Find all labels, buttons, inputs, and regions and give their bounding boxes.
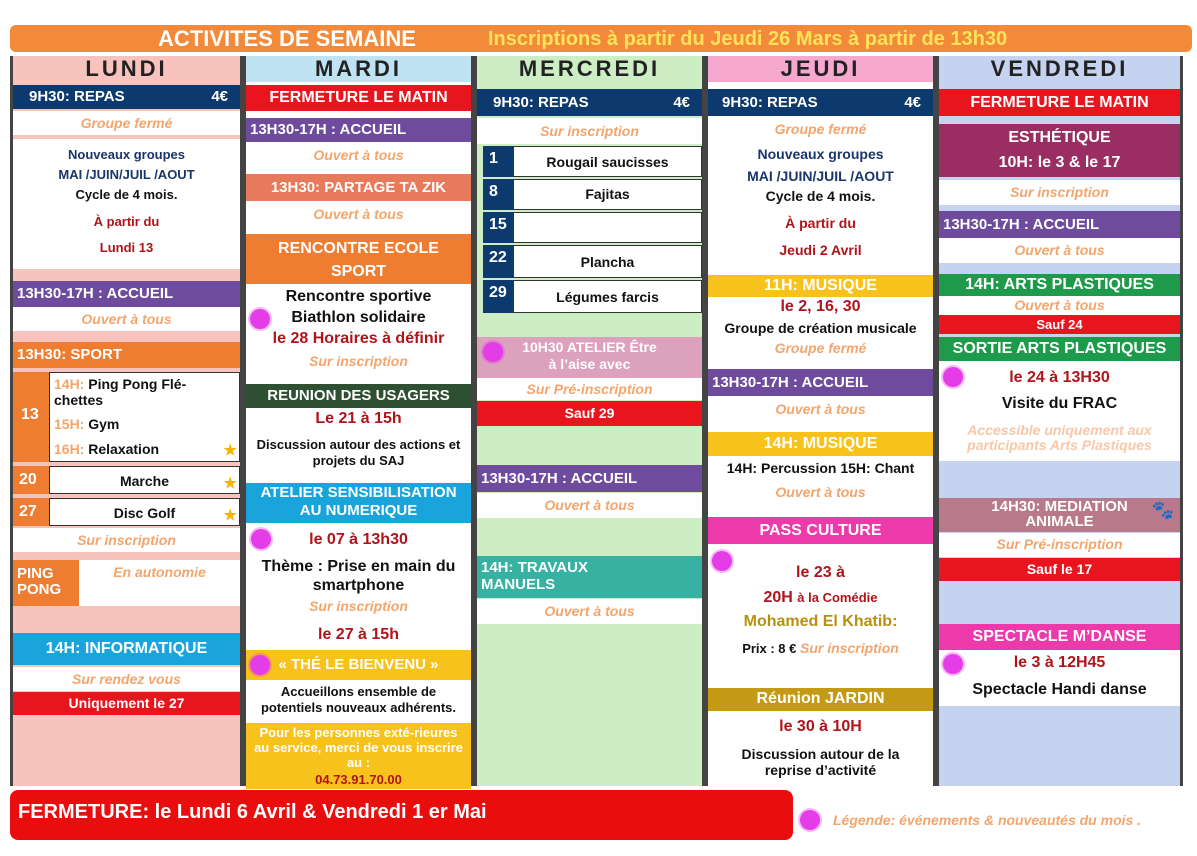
mardi-ecole-l3: le 28 Horaires à définir <box>272 330 445 347</box>
lundi-months: MAI /JUIN/JUIL /AOUT <box>58 167 195 182</box>
vendredi-spectacle-date: le 3 à 12H45 <box>1013 654 1106 671</box>
jeudi-musique2-note: Ouvert à tous <box>775 484 866 500</box>
lundi-sport-a-label: Ping Pong Flé-chettes <box>54 376 187 408</box>
mardi-ecole-body <box>246 285 471 375</box>
jeudi-pass-time: 20H <box>763 589 793 606</box>
lundi-from: À partir du <box>93 214 160 229</box>
lundi-marche-day-label: 20 <box>19 471 37 488</box>
lundi-cycle: Cycle de 4 mois. <box>75 187 178 202</box>
jeudi-musique-desc: Groupe de création musicale <box>724 320 917 336</box>
jeudi-pass-note: Sur inscription <box>800 640 899 656</box>
mardi-ext-phone: 04.73.91.70.00 <box>315 772 402 787</box>
lundi-sport-note: Sur inscription <box>77 532 176 548</box>
star-icon: ★ <box>223 475 237 492</box>
mardi-zik <box>246 174 471 201</box>
jeudi-accueil <box>708 369 933 396</box>
mercredi-atelier-note-row <box>477 378 702 400</box>
mercredi-atelier-date <box>477 401 702 426</box>
lundi-sport-c-time: 16H: <box>54 441 85 457</box>
jeudi-accueil-note-row <box>708 397 933 422</box>
mercredi-atelier-note: Sur Pré-inscription <box>526 381 653 397</box>
lundi-info <box>13 633 240 665</box>
lundi-accueil <box>13 281 240 307</box>
mardi-ext <box>246 723 471 789</box>
mardi-atelier-note: Sur inscription <box>309 598 408 614</box>
menu-dish <box>513 146 702 177</box>
day-header-mercredi: MERCREDI <box>477 56 702 82</box>
menu-day: 8 <box>483 179 513 210</box>
jeudi-new-groups-title: Nouveaux groupes <box>757 146 884 162</box>
jeudi-jardin-date: le 30 à 10H <box>779 718 862 735</box>
jeudi-pass-place: à la Comédie <box>797 590 878 605</box>
mardi-atelier-date: le 07 à 13h30 <box>309 531 408 548</box>
lundi-info-date <box>13 692 240 715</box>
jeudi-pass-label: PASS CULTURE <box>759 522 882 539</box>
menu-dish <box>513 245 702 278</box>
mardi-atelier <box>246 483 471 523</box>
vendredi-spectacle-label: SPECTACLE M’DANSE <box>972 628 1147 645</box>
lundi-repas <box>13 85 240 109</box>
mercredi-repas-price: 4€ <box>673 94 690 111</box>
mercredi-accueil <box>477 465 702 492</box>
star-icon: ★ <box>223 442 237 459</box>
mercredi-travaux-note: Ouvert à tous <box>544 603 635 619</box>
vendredi-arts-date <box>939 315 1180 334</box>
mardi-reunion-date: Le 21 à 15h <box>315 410 402 427</box>
jeudi-musique-dates: le 2, 16, 30 <box>780 298 861 315</box>
vendredi-sortie-body <box>939 361 1180 461</box>
vendredi-sortie-date: le 24 à 13H30 <box>1009 369 1110 386</box>
lundi-repas-price: 4€ <box>211 88 228 105</box>
paw-icon: 🐾 <box>1151 500 1174 520</box>
vendredi-esth-label: ESTHÉTIQUE <box>1008 129 1111 146</box>
menu-dish-label: Légumes farcis <box>556 289 659 305</box>
vendredi-spectacle-body <box>939 650 1180 706</box>
mercredi-repas-time: 9H30: REPAS <box>493 94 589 111</box>
lundi-sport-a-time: 14H: <box>54 376 85 392</box>
menu-day: 1 <box>483 146 513 177</box>
lundi-ping-note-row <box>79 560 240 606</box>
mardi-the <box>246 650 471 680</box>
vendredi-closed-label: FERMETURE LE MATIN <box>970 94 1149 111</box>
vendredi-sortie-label: SORTIE ARTS PLASTIQUES <box>952 340 1167 357</box>
menu-day: 29 <box>483 280 513 313</box>
jeudi-accueil-note: Ouvert à tous <box>775 401 866 417</box>
lundi-golf <box>49 498 240 526</box>
column-jeudi <box>705 56 936 786</box>
mardi-atelier-body <box>246 524 471 619</box>
lundi-marche <box>49 466 240 494</box>
mardi-the-date-row <box>246 622 471 648</box>
column-mercredi <box>474 56 705 786</box>
mardi-atelier-theme: Thème : Prise en main du smartphone <box>261 558 456 594</box>
vendredi-arts-note: Ouvert à tous <box>1014 297 1105 313</box>
lundi-repas-note-row <box>13 111 240 135</box>
header-banner <box>10 25 1192 52</box>
lundi-info-label: 14H: INFORMATIQUE <box>45 640 208 657</box>
jeudi-musique <box>708 275 933 297</box>
lundi-repas-note: Groupe fermé <box>80 115 173 131</box>
jeudi-pass-artist: Mohamed El Khatib: <box>743 613 898 630</box>
vendredi-esth-note-row <box>939 180 1180 205</box>
vendredi-arts-label: 14H: ARTS PLASTIQUES <box>965 276 1154 293</box>
vendredi-sortie-place: Visite du FRAC <box>1001 395 1118 412</box>
jeudi-repas-note-row <box>708 117 933 142</box>
lundi-sport-b-time: 15H: <box>54 416 85 432</box>
mardi-ecole-note: Sur inscription <box>309 353 408 369</box>
mercredi-atelier <box>477 337 702 378</box>
vendredi-esth-time: 10H: le 3 & le 17 <box>998 154 1121 171</box>
star-icon: ★ <box>223 507 237 524</box>
jeudi-pass-time-row <box>708 589 933 607</box>
jeudi-jardin-desc: Discussion autour de la reprise d’activité <box>741 746 900 778</box>
day-header-lundi: LUNDI <box>13 56 240 82</box>
lundi-sport <box>13 342 240 368</box>
lundi-golf-day-label: 27 <box>19 503 37 520</box>
mardi-reunion-body <box>246 410 471 474</box>
menu-dish <box>513 212 702 243</box>
lundi-ping-label: PING PONG <box>17 565 62 598</box>
jeudi-musique2 <box>708 432 933 456</box>
mardi-the-desc: Accueillons ensemble de potentiels nouveaux adhérents. <box>260 684 457 715</box>
legend-text: Légende: événements & nouveautés du mois . <box>833 812 1142 828</box>
lundi-sport-b-label: Gym <box>88 416 120 432</box>
vendredi-sortie <box>939 337 1180 361</box>
mardi-the-label: « THÉ LE BIENVENU » <box>278 656 439 673</box>
mardi-reunion-label: REUNION DES USAGERS <box>267 387 450 404</box>
mardi-the-desc-row <box>246 682 471 722</box>
lundi-sport-day13 <box>13 372 49 462</box>
mercredi-travaux <box>477 556 702 598</box>
lundi-info-date-label: Uniquement le 27 <box>68 695 185 711</box>
mardi-the-date: le 27 à 15h <box>318 626 399 643</box>
menu-dish-label: Plancha <box>580 254 635 270</box>
lundi-marche-label: Marche <box>119 473 170 489</box>
mardi-closed <box>246 85 471 111</box>
jeudi-from: À partir du <box>785 215 856 231</box>
event-dot-icon <box>251 529 271 549</box>
inscriptions-notice: Inscriptions à partir du Jeudi 26 Mars à partir de 13h30 <box>488 28 1008 50</box>
jeudi-musique-label: 11H: MUSIQUE <box>764 277 877 294</box>
jeudi-from-date: Jeudi 2 Avril <box>779 242 862 258</box>
vendredi-spectacle-desc: Spectacle Handi danse <box>972 681 1147 698</box>
jeudi-jardin-label: Réunion JARDIN <box>756 690 885 707</box>
vendredi-accueil-note: Ouvert à tous <box>1014 242 1105 258</box>
mercredi-travaux-note-row <box>477 599 702 624</box>
vendredi-media-note-row <box>939 533 1180 557</box>
lundi-golf-label: Disc Golf <box>113 505 176 521</box>
legend-dot-icon <box>800 810 820 830</box>
mardi-closed-label: FERMETURE LE MATIN <box>269 89 448 106</box>
closure-text: FERMETURE: le Lundi 6 Avril & Vendredi 1 er Mai <box>18 801 487 823</box>
menu-dish-label: Fajitas <box>585 186 630 202</box>
jeudi-pass-price: Prix : 8 € <box>742 641 797 656</box>
mardi-ecole-l1: Rencontre sportive <box>285 288 432 305</box>
mardi-ecole-l2: Biathlon solidaire <box>291 309 426 326</box>
jeudi-repas-price: 4€ <box>904 94 921 111</box>
lundi-ping <box>13 560 79 606</box>
vendredi-media-label: 14H30: MEDIATION ANIMALE <box>991 498 1128 530</box>
mercredi-accueil-note: Ouvert à tous <box>544 497 635 513</box>
vendredi-closed <box>939 89 1180 116</box>
mardi-zik-label: 13H30: PARTAGE TA ZIK <box>270 179 447 196</box>
jeudi-repas-time: 9H30: REPAS <box>722 94 818 111</box>
jeudi-pass-price-row <box>708 640 933 656</box>
vendredi-accueil <box>939 211 1180 238</box>
mardi-accueil <box>246 118 471 142</box>
lundi-sport-schedule <box>49 372 240 462</box>
jeudi-repas-note: Groupe fermé <box>774 121 867 137</box>
closure-banner <box>10 790 793 840</box>
jeudi-musique-note: Groupe fermé <box>774 340 867 356</box>
mardi-accueil-note: Ouvert à tous <box>313 147 404 163</box>
page-title: ACTIVITES DE SEMAINE <box>158 26 416 51</box>
event-dot-icon <box>250 309 270 329</box>
lundi-ping-note: En autonomie <box>113 564 206 580</box>
mardi-reunion <box>246 384 471 408</box>
lundi-repas-time: 9H30: REPAS <box>29 88 125 105</box>
lundi-new-groups <box>13 139 240 269</box>
mercredi-accueil-note-row <box>477 493 702 518</box>
menu-dish <box>513 179 702 210</box>
lundi-sport-c <box>54 441 159 457</box>
jeudi-musique2-desc: 14H: Percussion 15H: Chant <box>726 460 915 476</box>
jeudi-pass <box>708 517 933 544</box>
column-lundi <box>10 56 243 786</box>
mercredi-atelier-date-label: Sauf 29 <box>564 405 615 421</box>
lundi-accueil-note-row <box>13 307 240 331</box>
vendredi-esth-note: Sur inscription <box>1010 184 1109 200</box>
mardi-atelier-label: ATELIER SENSIBILISATION AU NUMERIQUE <box>260 484 457 519</box>
vendredi-media-date <box>939 558 1180 581</box>
lundi-sport-b <box>54 416 119 432</box>
jeudi-jardin <box>708 688 933 711</box>
lundi-marche-day <box>13 466 49 494</box>
vendredi-sortie-note: Accessible uniquement aux participants Arts Plastiques <box>967 422 1152 453</box>
mercredi-travaux-label: 14H: TRAVAUX MANUELS <box>481 559 588 593</box>
mardi-accueil-note-row <box>246 143 471 167</box>
mercredi-accueil-label: 13H30-17H : ACCUEIL <box>481 470 638 487</box>
event-dot-icon <box>483 342 503 362</box>
jeudi-accueil-label: 13H30-17H : ACCUEIL <box>712 374 869 391</box>
lundi-sport-day13-label: 13 <box>21 406 39 423</box>
mardi-reunion-desc: Discussion autour des actions et projets du SAJ <box>256 437 461 468</box>
lundi-from-date: Lundi 13 <box>99 240 154 255</box>
menu-day: 15 <box>483 212 513 243</box>
vendredi-arts <box>939 274 1180 296</box>
menu-dish-label: Rougail saucisses <box>546 154 669 170</box>
mardi-ecole <box>246 234 471 284</box>
mardi-ecole-label: RENCONTRE ECOLE SPORT <box>278 240 439 280</box>
vendredi-accueil-note-row <box>939 238 1180 263</box>
menu-day: 22 <box>483 245 513 278</box>
lundi-sport-note-row <box>13 528 240 552</box>
column-vendredi <box>936 56 1183 786</box>
jeudi-repas <box>708 89 933 116</box>
event-dot-icon <box>250 655 270 675</box>
day-header-vendredi: VENDREDI <box>939 56 1180 82</box>
vendredi-arts-date-label: Sauf 24 <box>1036 317 1083 332</box>
lundi-new-groups-title: Nouveaux groupes <box>67 147 186 162</box>
lundi-accueil-label: 13H30-17H : ACCUEIL <box>17 285 174 302</box>
jeudi-new-groups <box>708 143 933 267</box>
lundi-sport-c-label: Relaxation <box>88 441 160 457</box>
jeudi-cycle: Cycle de 4 mois. <box>765 188 876 204</box>
vendredi-esth <box>939 124 1180 177</box>
day-header-mardi: MARDI <box>246 56 471 82</box>
lundi-sport-a <box>54 376 234 408</box>
jeudi-musique-body <box>708 297 933 361</box>
jeudi-pass-body <box>708 546 933 668</box>
jeudi-musique2-body <box>708 457 933 507</box>
jeudi-pass-date: le 23 à <box>796 564 845 581</box>
day-header-jeudi: JEUDI <box>708 56 933 82</box>
vendredi-accueil-label: 13H30-17H : ACCUEIL <box>943 216 1100 233</box>
lundi-golf-day <box>13 498 49 526</box>
lundi-sport-label: 13H30: SPORT <box>17 346 123 363</box>
mardi-zik-note: Ouvert à tous <box>313 206 404 222</box>
mardi-zik-note-row <box>246 202 471 226</box>
menu-dish <box>513 280 702 313</box>
mercredi-repas-note-row <box>477 118 702 144</box>
mercredi-repas-note: Sur inscription <box>540 123 639 139</box>
lundi-accueil-note: Ouvert à tous <box>81 311 172 327</box>
lundi-info-note: Sur rendez vous <box>72 671 181 687</box>
mardi-ext-desc: Pour les personnes exté-rieures au service, merci de vous inscrire au : <box>254 725 463 770</box>
vendredi-spectacle <box>939 624 1180 650</box>
vendredi-media-note: Sur Pré-inscription <box>996 536 1123 552</box>
jeudi-musique2-label: 14H: MUSIQUE <box>763 435 878 452</box>
mercredi-repas <box>477 89 702 116</box>
jeudi-months: MAI /JUIN/JUIL /AOUT <box>747 168 894 184</box>
column-mardi <box>243 56 474 786</box>
vendredi-media-date-label: Sauf le 17 <box>1026 561 1093 577</box>
mercredi-atelier-label: 10H30 ATELIER Être à l’aise avec <box>522 339 657 372</box>
lundi-info-note-row <box>13 667 240 691</box>
jeudi-jardin-body <box>708 713 933 783</box>
vendredi-media <box>939 498 1180 532</box>
vendredi-arts-note-row <box>939 296 1180 315</box>
mardi-accueil-label: 13H30-17H : ACCUEIL <box>250 121 407 138</box>
